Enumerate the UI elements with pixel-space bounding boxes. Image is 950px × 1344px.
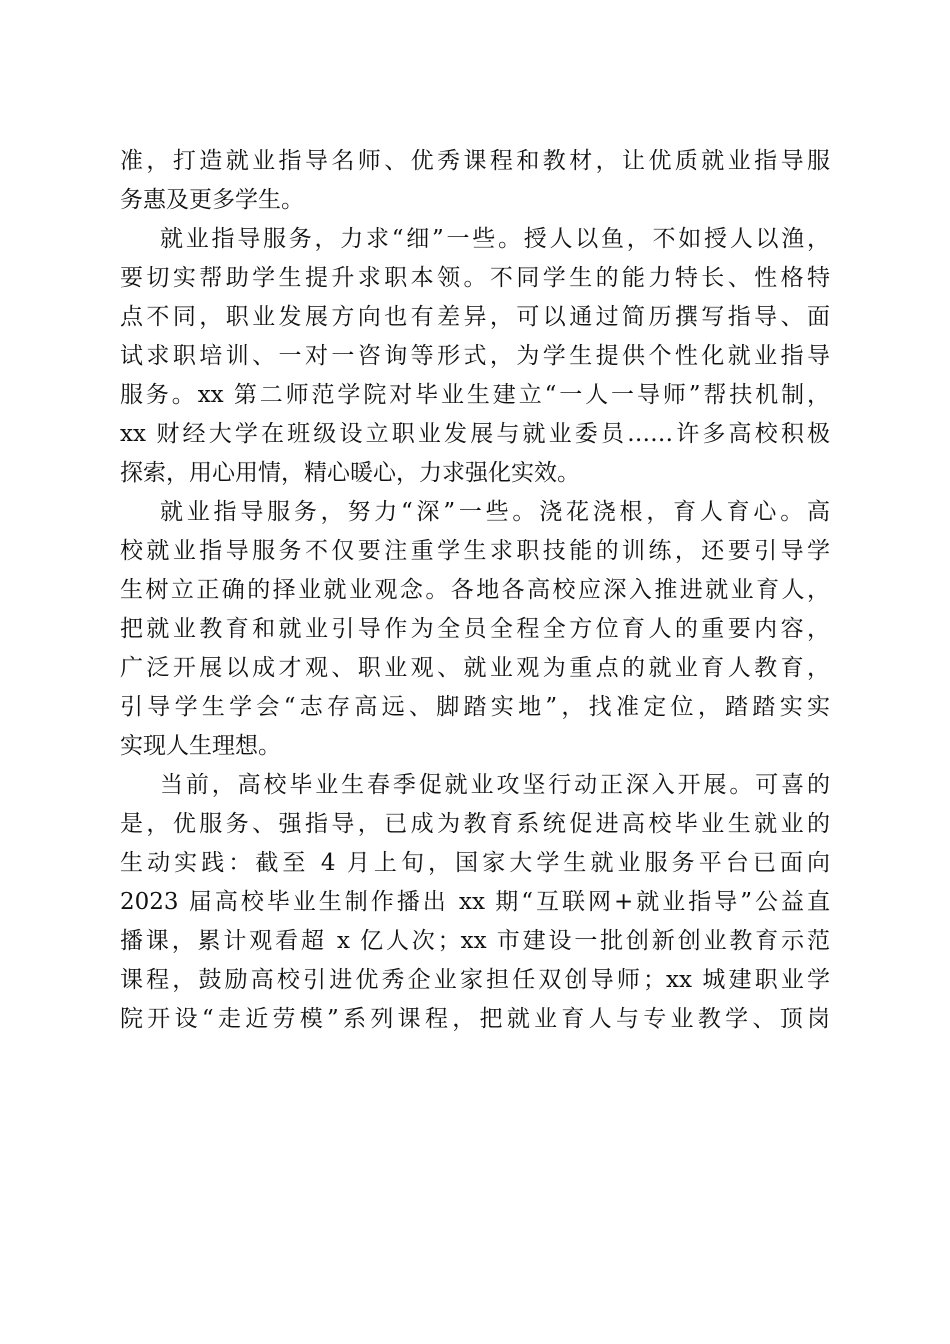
- paragraph-3-line-7: 实现人生理想。: [120, 733, 281, 759]
- paragraph-2-line-7: 探索，用心用情，精心暖心，力求强化实效。: [120, 460, 580, 486]
- paragraph-3-line-2: 校就业指导服务不仅要注重学生求职技能的训练，还要引导学: [120, 538, 830, 564]
- paragraph-4-line-4: 2023 届高校毕业生制作播出 xx 期“互联网+就业指导”公益直: [120, 889, 830, 915]
- paragraph-1-line-2: 务惠及更多学生。: [120, 187, 304, 213]
- paragraph-3-line-5: 广泛开展以成才观、职业观、就业观为重点的就业育人教育，: [120, 655, 830, 681]
- paragraph-2-line-3: 点不同，职业发展方向也有差异，可以通过简历撰写指导、面: [120, 304, 830, 330]
- paragraph-3-line-6: 引导学生学会“志存高远、脚踏实地”，找准定位，踏踏实实: [120, 694, 830, 720]
- paragraph-2-line-5: 服务。xx 第二师范学院对毕业生建立“一人一导师”帮扶机制，: [120, 382, 830, 408]
- paragraph-4-line-7: 院开设“走近劳模”系列课程，把就业育人与专业教学、顶岗: [120, 1006, 830, 1032]
- paragraph-1-line-1: 准，打造就业指导名师、优秀课程和教材，让优质就业指导服: [120, 148, 830, 174]
- document-body: [120, 142, 830, 1039]
- paragraph-3-line-3: 生树立正确的择业就业观念。各地各高校应深入推进就业育人，: [120, 577, 830, 603]
- paragraph-2-line-1: 就业指导服务，力求“细”一些。授人以鱼，不如授人以渔，: [160, 226, 830, 252]
- paragraph-4-line-1: 当前，高校毕业生春季促就业攻坚行动正深入开展。可喜的: [160, 772, 830, 798]
- paragraph-3-line-4: 把就业教育和就业引导作为全员全程全方位育人的重要内容，: [120, 616, 830, 642]
- paragraph-2-line-2: 要切实帮助学生提升求职本领。不同学生的能力特长、性格特: [120, 265, 830, 291]
- paragraph-4-line-3: 生动实践：截至 4 月上旬，国家大学生就业服务平台已面向: [120, 850, 830, 876]
- paragraph-2-line-4: 试求职培训、一对一咨询等形式，为学生提供个性化就业指导: [120, 343, 830, 369]
- paragraph-4-line-6: 课程，鼓励高校引进优秀企业家担任双创导师；xx 城建职业学: [120, 967, 830, 993]
- paragraph-4-line-2: 是，优服务、强指导，已成为教育系统促进高校毕业生就业的: [120, 811, 830, 837]
- paragraph-4-line-5: 播课，累计观看超 x 亿人次；xx 市建设一批创新创业教育示范: [120, 928, 830, 954]
- paragraph-2-line-6: xx 财经大学在班级设立职业发展与就业委员……许多高校积极: [120, 421, 830, 447]
- paragraph-3-line-1: 就业指导服务，努力“深”一些。浇花浇根，育人育心。高: [160, 499, 830, 525]
